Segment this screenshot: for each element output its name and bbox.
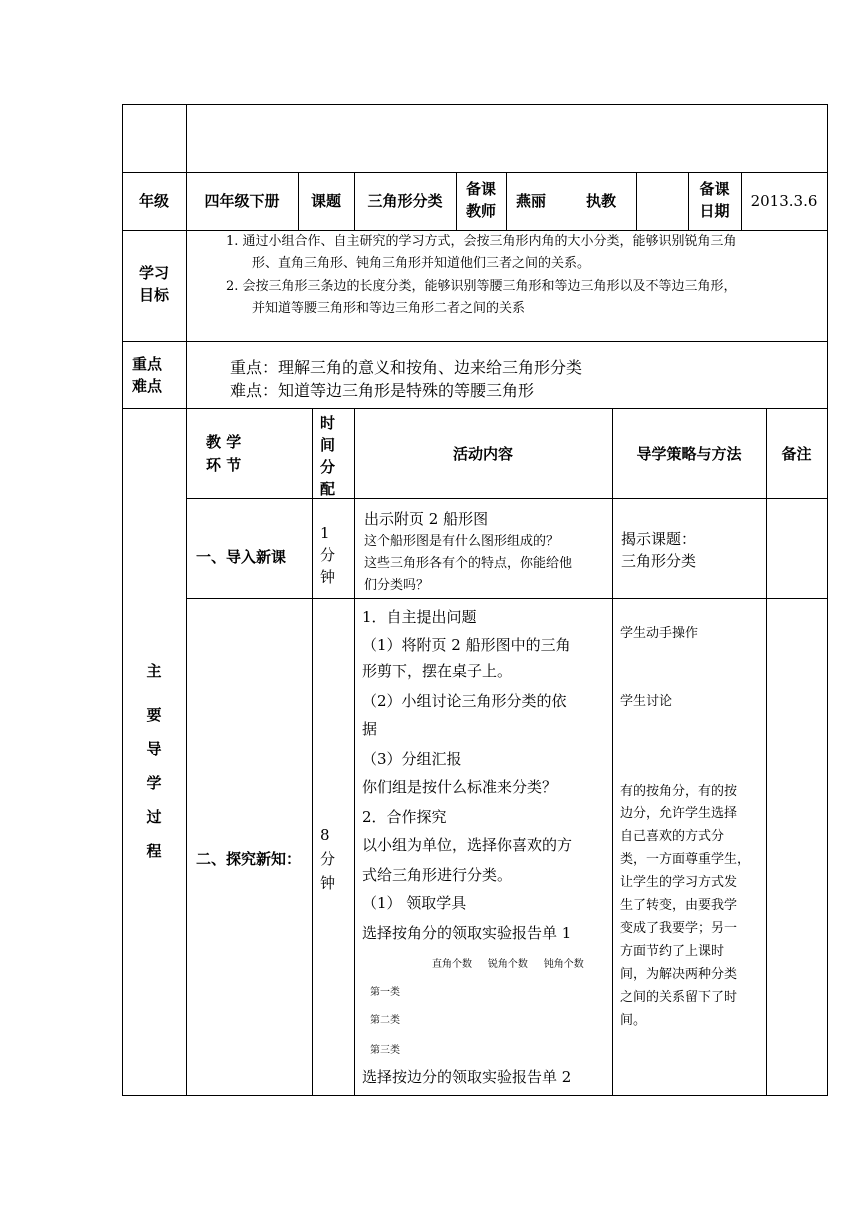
report-headers: 直角个数 锐角个数 钝角个数 <box>432 959 584 970</box>
exec-label: 执教 <box>586 192 617 210</box>
topic-label: 课题 <box>310 192 341 210</box>
prep-date-label: 备课 <box>699 180 730 198</box>
goal-item-1-cont: 形、直角三角形、钝角三角形并知道他们三者之间的关系。 <box>252 256 591 271</box>
key-point: 重点：理解三角的意义和按角、边来给三角形分类 <box>230 358 583 377</box>
report-row: 第三类 <box>370 1045 400 1056</box>
report-row: 第一类 <box>370 987 400 998</box>
prep-teacher-label-2: 教师 <box>465 202 496 220</box>
keypoints-label-2: 难点 <box>132 377 163 395</box>
goals-label-2: 目标 <box>138 286 169 304</box>
prep-teacher-label: 备课 <box>465 180 496 198</box>
prep-date-value: 2013.3.6 <box>750 192 818 210</box>
goal-item-1: 1. 通过小组合作、自主研究的学习方式，会按三角形内角的大小分类，能够识别锐角三角 <box>226 234 737 249</box>
grade-value: 四年级下册 <box>204 192 280 210</box>
goals-label: 学习 <box>138 264 169 282</box>
goal-item-2-cont: 并知道等腰三角形和等边三角形二者之间的关系 <box>252 301 526 316</box>
col-notes: 备注 <box>781 445 812 463</box>
col-stage-2: 环 节 <box>206 456 242 474</box>
row1-stage: 一、导入新课 <box>196 548 287 566</box>
goal-item-2: 2. 会按三角形三条边的长度分类，能够识别等腰三角形和等边三角形以及不等边三角形， <box>226 279 737 294</box>
col-stage: 教 学 <box>206 433 242 451</box>
prep-teacher-value: 燕丽 <box>516 192 547 210</box>
col-strategy: 导学策略与方法 <box>636 445 742 463</box>
row2-stage: 二、探究新知： <box>196 850 302 868</box>
prep-date-label-2: 日期 <box>699 202 730 220</box>
grade-label: 年级 <box>138 192 169 210</box>
topic-value: 三角形分类 <box>367 192 443 210</box>
report-row: 第二类 <box>370 1015 400 1026</box>
col-activity: 活动内容 <box>452 445 513 463</box>
difficult-point: 难点：知道等边三角形是特殊的等腰三角形 <box>230 381 535 400</box>
keypoints-label: 重点 <box>132 355 163 373</box>
